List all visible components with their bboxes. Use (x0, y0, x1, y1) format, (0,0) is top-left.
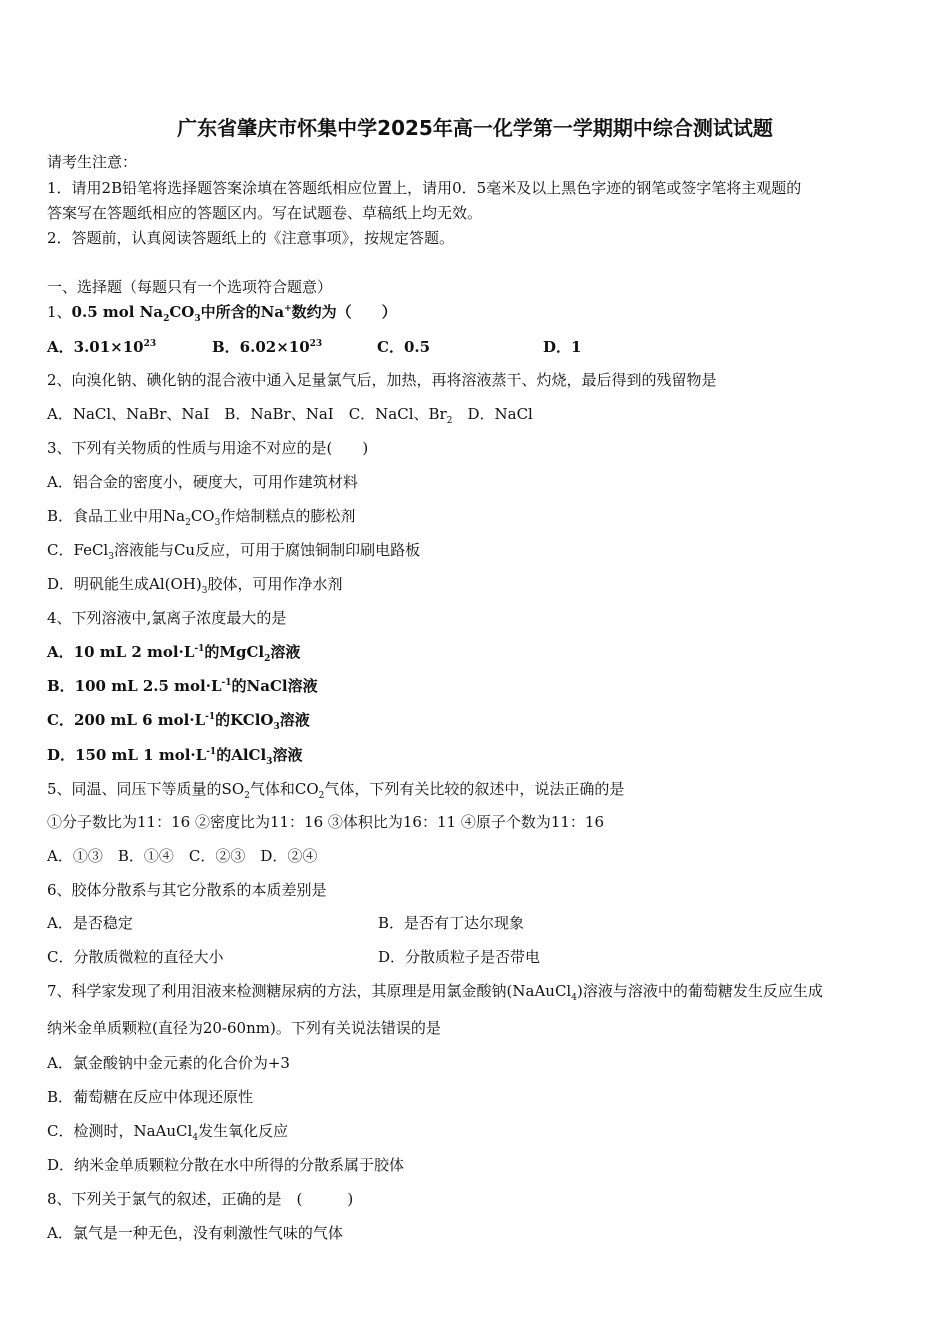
option-a: A．$3.01\times 10^{23}$ (47, 338, 157, 356)
option-a: A．是否稳定 (47, 914, 133, 932)
page-title: 广东省肇庆市怀集中学2025年高一化学第一学期期中综合测试试题 (177, 116, 773, 140)
notice-heading: 请考生注意： (47, 153, 138, 171)
notice-item-1-line-1: 1．请用2B铅笔将选择题答案涂填在答题纸相应位置上，请用0．5毫米及以上黑色字迹的钢笔或签字笔将主观题的 (47, 179, 802, 197)
question-5-options: A．①③ B．①④ C．②③ D．②④ (47, 847, 318, 865)
question-7-option-c: C．检测时，NaAuCl$_4$发生氧化反应 (47, 1122, 289, 1143)
option-b: B．是否有丁达尔现象 (378, 914, 525, 932)
question-7-option-a: A．氯金酸钠中金元素的化合价为+3 (47, 1054, 290, 1072)
notice-item-2: 2．答题前，认真阅读答题纸上的《注意事项》，按规定答题。 (47, 229, 455, 247)
question-3-option-a: A．铝合金的密度小，硬度大，可用作建筑材料 (47, 473, 358, 491)
question-3-option-c: C．FeCl$_3$溶液能与Cu反应，可用于腐蚀铜制印刷电路板 (47, 541, 421, 562)
question-7-stem-line-1: 7、科学家发现了利用泪液来检测糖尿病的方法，其原理是用氯金酸钠(NaAuCl$_4$)溶液与溶液中的葡萄糖发生反应生成 (47, 982, 823, 1003)
question-4-option-a: A．10 mL 2 $mol\cdot L^{-1}$的MgCl$_2$溶液 (47, 643, 301, 664)
option-c: C．分散质微粒的直径大小 (47, 948, 224, 966)
question-6-options-row-1 (47, 913, 525, 933)
question-5-statements: ①分子数比为11：16 ②密度比为11：16 ③体积比为16：11 ④原子个数为11：16 (47, 813, 605, 831)
question-2-stem: 2、向溴化钠、碘化钠的混合液中通入足量氯气后，加热，再将溶液蒸干、灼烧，最后得到的残留物是 (47, 371, 717, 389)
question-1-stem: 1、0.5 mol $Na_2CO_3$中所含的Na+数约为（ ） (47, 303, 397, 324)
question-1-options (47, 337, 582, 357)
question-8-stem: 8、下列关于氯气的叙述，正确的是 ( ) (47, 1190, 354, 1208)
option-b: B．$6.02\times 10^{23}$ (212, 338, 323, 356)
question-6-stem: 6、胶体分散系与其它分散系的本质差别是 (47, 881, 327, 899)
question-2-options: A．NaCl、NaBr、NaI B．NaBr、NaI C．NaCl、$Br_2$ D．NaCl (47, 405, 533, 426)
question-3-option-b: B．食品工业中用$Na_2CO_3$作焙制糕点的膨松剂 (47, 507, 356, 528)
question-3-option-d: D．明矾能生成$Al(OH)_3$胶体，可用作净水剂 (47, 575, 343, 596)
section-heading: 一、选择题（每题只有一个选项符合题意） (47, 278, 333, 296)
question-4-option-b: B．100 mL 2.5 $mol\cdot L^{-1}$的NaCl溶液 (47, 677, 318, 695)
question-4-option-d: D．150 mL 1 $mol\cdot L^{-1}$的AlCl$_3$溶液 (47, 746, 303, 767)
option-d: D．分散质粒子是否带电 (378, 948, 541, 966)
question-8-option-a: A．氯气是一种无色，没有刺激性气味的气体 (47, 1224, 343, 1242)
question-7-option-b: B．葡萄糖在反应中体现还原性 (47, 1088, 254, 1106)
question-7-stem-line-2: 纳米金单质颗粒(直径为20-60nm)。下列有关说法错误的是 (47, 1019, 441, 1037)
notice-item-1-line-2: 答案写在答题纸相应的答题区内。写在试题卷、草稿纸上均无效。 (47, 204, 483, 222)
question-4-stem: 4、下列溶液中,氯离子浓度最大的是 (47, 609, 287, 627)
option-c: C．0.5 (377, 338, 431, 356)
question-5-stem: 5、同温、同压下等质量的$SO_2$气体和$CO_2$气体，下列有关比较的叙述中，说法正确的是 (47, 780, 625, 801)
question-7-option-d: D．纳米金单质颗粒分散在水中所得的分散系属于胶体 (47, 1156, 405, 1174)
question-4-option-c: C．200 mL 6 $mol\cdot L^{-1}$的KClO$_3$溶液 (47, 711, 310, 732)
question-6-options-row-2 (47, 947, 541, 967)
option-d: D．1 (543, 338, 582, 356)
question-3-stem: 3、下列有关物质的性质与用途不对应的是( ) (47, 439, 369, 457)
